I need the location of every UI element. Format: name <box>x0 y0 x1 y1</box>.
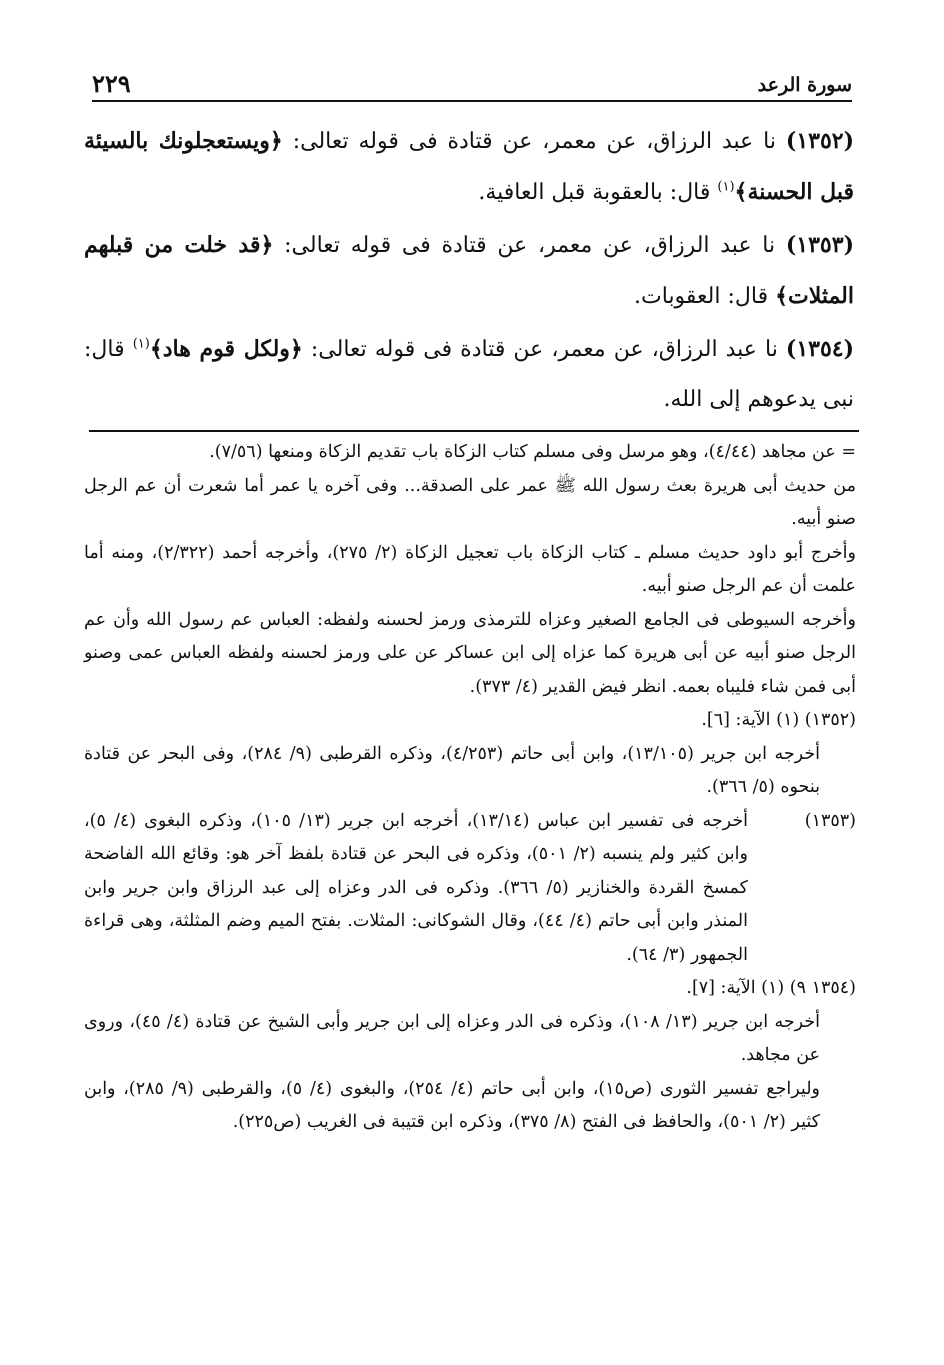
footnote-label-1354: (١٣٥٤ ٩) (١) الآية: [٧]. <box>686 978 856 998</box>
page-header <box>92 62 852 102</box>
footnote-label-1352: (١٣٥٢) (١) الآية: [٦]. <box>701 710 856 730</box>
footnote-text-1354: أخرجه ابن جرير (١٣/ ١٠٨)، وذكره فى الدر وعزاه إلى ابن جرير وأبى الشيخ عن قتادة (٤/ ٤٥)، وروى عن مجاهد. <box>84 1011 820 1065</box>
entry-number: (١٣٥٣) <box>785 232 854 258</box>
footnote-continuation: = عن مجاهد (٤/٤٤)، وهو مرسل وفى مسلم كتاب الزكاة باب تقديم الزكاة ومنعها (٧/٥٦). <box>209 442 856 462</box>
footnote-continuation: وأخرج أبو داود حديث مسلم ـ كتاب الزكاة باب تعجيل الزكاة (٢/ ٢٧٥)، وأخرجه أحمد (٢/٣٢٢)، ومنه أما علمت أن عم الرجل صنو أبيه. <box>84 542 856 596</box>
entry-commentary: قال: بالعقوبة قبل العافية. <box>478 180 711 205</box>
entry-1353 <box>84 220 854 322</box>
entry-commentary: قال: نبى يدعوهم إلى الله. <box>84 337 854 412</box>
footnote-text-1354-more: وليراجع تفسير الثورى (ص١٥)، وابن أبى حاتم (٤/ ٢٥٤)، والبغوى (٤/ ٥)، والقرطبى (٩/ ٢٨٥)، وابن كثير (٢/ ٥٠١)، والحافظ فى الفتح (٨/ ٣٧٥)، وذكره ابن قتيبة فى الغريب (ص٢٢٥). <box>84 1078 820 1132</box>
footnote-marker: (١) <box>717 179 735 195</box>
main-text <box>84 116 854 427</box>
footnote-1353 <box>84 805 856 973</box>
entry-1354 <box>84 324 854 425</box>
footnote-text-1353: أخرجه فى تفسير ابن عباس (١٣/١٤)، أخرجه ابن جرير (١٣/ ١٠٥)، وذكره البغوى (٤/ ٥)، وابن كثير ولم ينسبه (٢/ ٥٠١)، وذكره فى البحر عن قتادة بلفظ آخر هو: وقائع الله الفاضحة كمسخ القردة والخنازير (٥/ ٣٦٦). وذكره فى الدر وعزاه إلى عبد الرزاق وابن جرير وابن المنذر وابن أبى حاتم (٤/ ٤٤)، وقال الشوكانى: المثلات. بفتح الميم وضم المثلثة، وهى قراءة الجمهور (٣/ ٦٤). <box>84 810 749 965</box>
quran-verse: ﴿قد خلت من قبلهم المثلات﴾ <box>84 232 854 309</box>
surah-name: سورة الرعد <box>757 74 852 96</box>
entry-commentary: قال: العقوبات. <box>634 284 769 309</box>
footnote-continuation: وأخرجه السيوطى فى الجامع الصغير وعزاه للترمذى ورمز لحسنه ولفظه: العباس عم رسول الله وأن عم الرجل صنو أبيه عن أبى هريرة كما عزاه إلى ابن عساكر عن على ورمز لحسنه ولفظه العباس عمى وصنو أبى فمن شاء فليباه بعمه. انظر فيض القدير (٤/ ٣٧٣). <box>84 609 856 697</box>
entry-number: (١٣٥٤) <box>785 336 854 362</box>
page-number: ٢٢٩ <box>92 69 131 98</box>
footnote-continuation: من حديث أبى هريرة بعث رسول الله ﷺ عمر على الصدقة... وفى آخره يا عمر أما شعرت أن عم الرجل صنو أبيه. <box>84 475 856 529</box>
footnote-text-1352: أخرجه ابن جرير (١٣/١٠٥)، وابن أبى حاتم (٤/٢٥٣)، وذكره القرطبى (٩/ ٢٨٤)، وفى البحر عن قتادة بنحوه (٥/ ٣٦٦). <box>84 743 821 797</box>
entry-number: (١٣٥٢) <box>785 128 855 154</box>
quran-verse: ﴿ولكل قوم هاد﴾ <box>149 336 303 362</box>
footnotes <box>84 436 856 1140</box>
footnote-marker: (١) <box>132 336 150 352</box>
entry-isnad: نا عبد الرزاق، عن معمر، عن قتادة فى قوله تعالى: <box>310 337 778 362</box>
quran-verse: ﴿ويستعجلونك بالسيئة قبل الحسنة﴾ <box>84 128 854 205</box>
footnote-label-1353: (١٣٥٣) <box>804 810 856 831</box>
entry-isnad: نا عبد الرزاق، عن معمر، عن قتادة فى قوله تعالى: <box>284 233 776 258</box>
entry-1352 <box>84 116 854 218</box>
footnote-separator <box>89 430 859 432</box>
entry-isnad: نا عبد الرزاق، عن معمر، عن قتادة فى قوله تعالى: <box>292 129 777 154</box>
